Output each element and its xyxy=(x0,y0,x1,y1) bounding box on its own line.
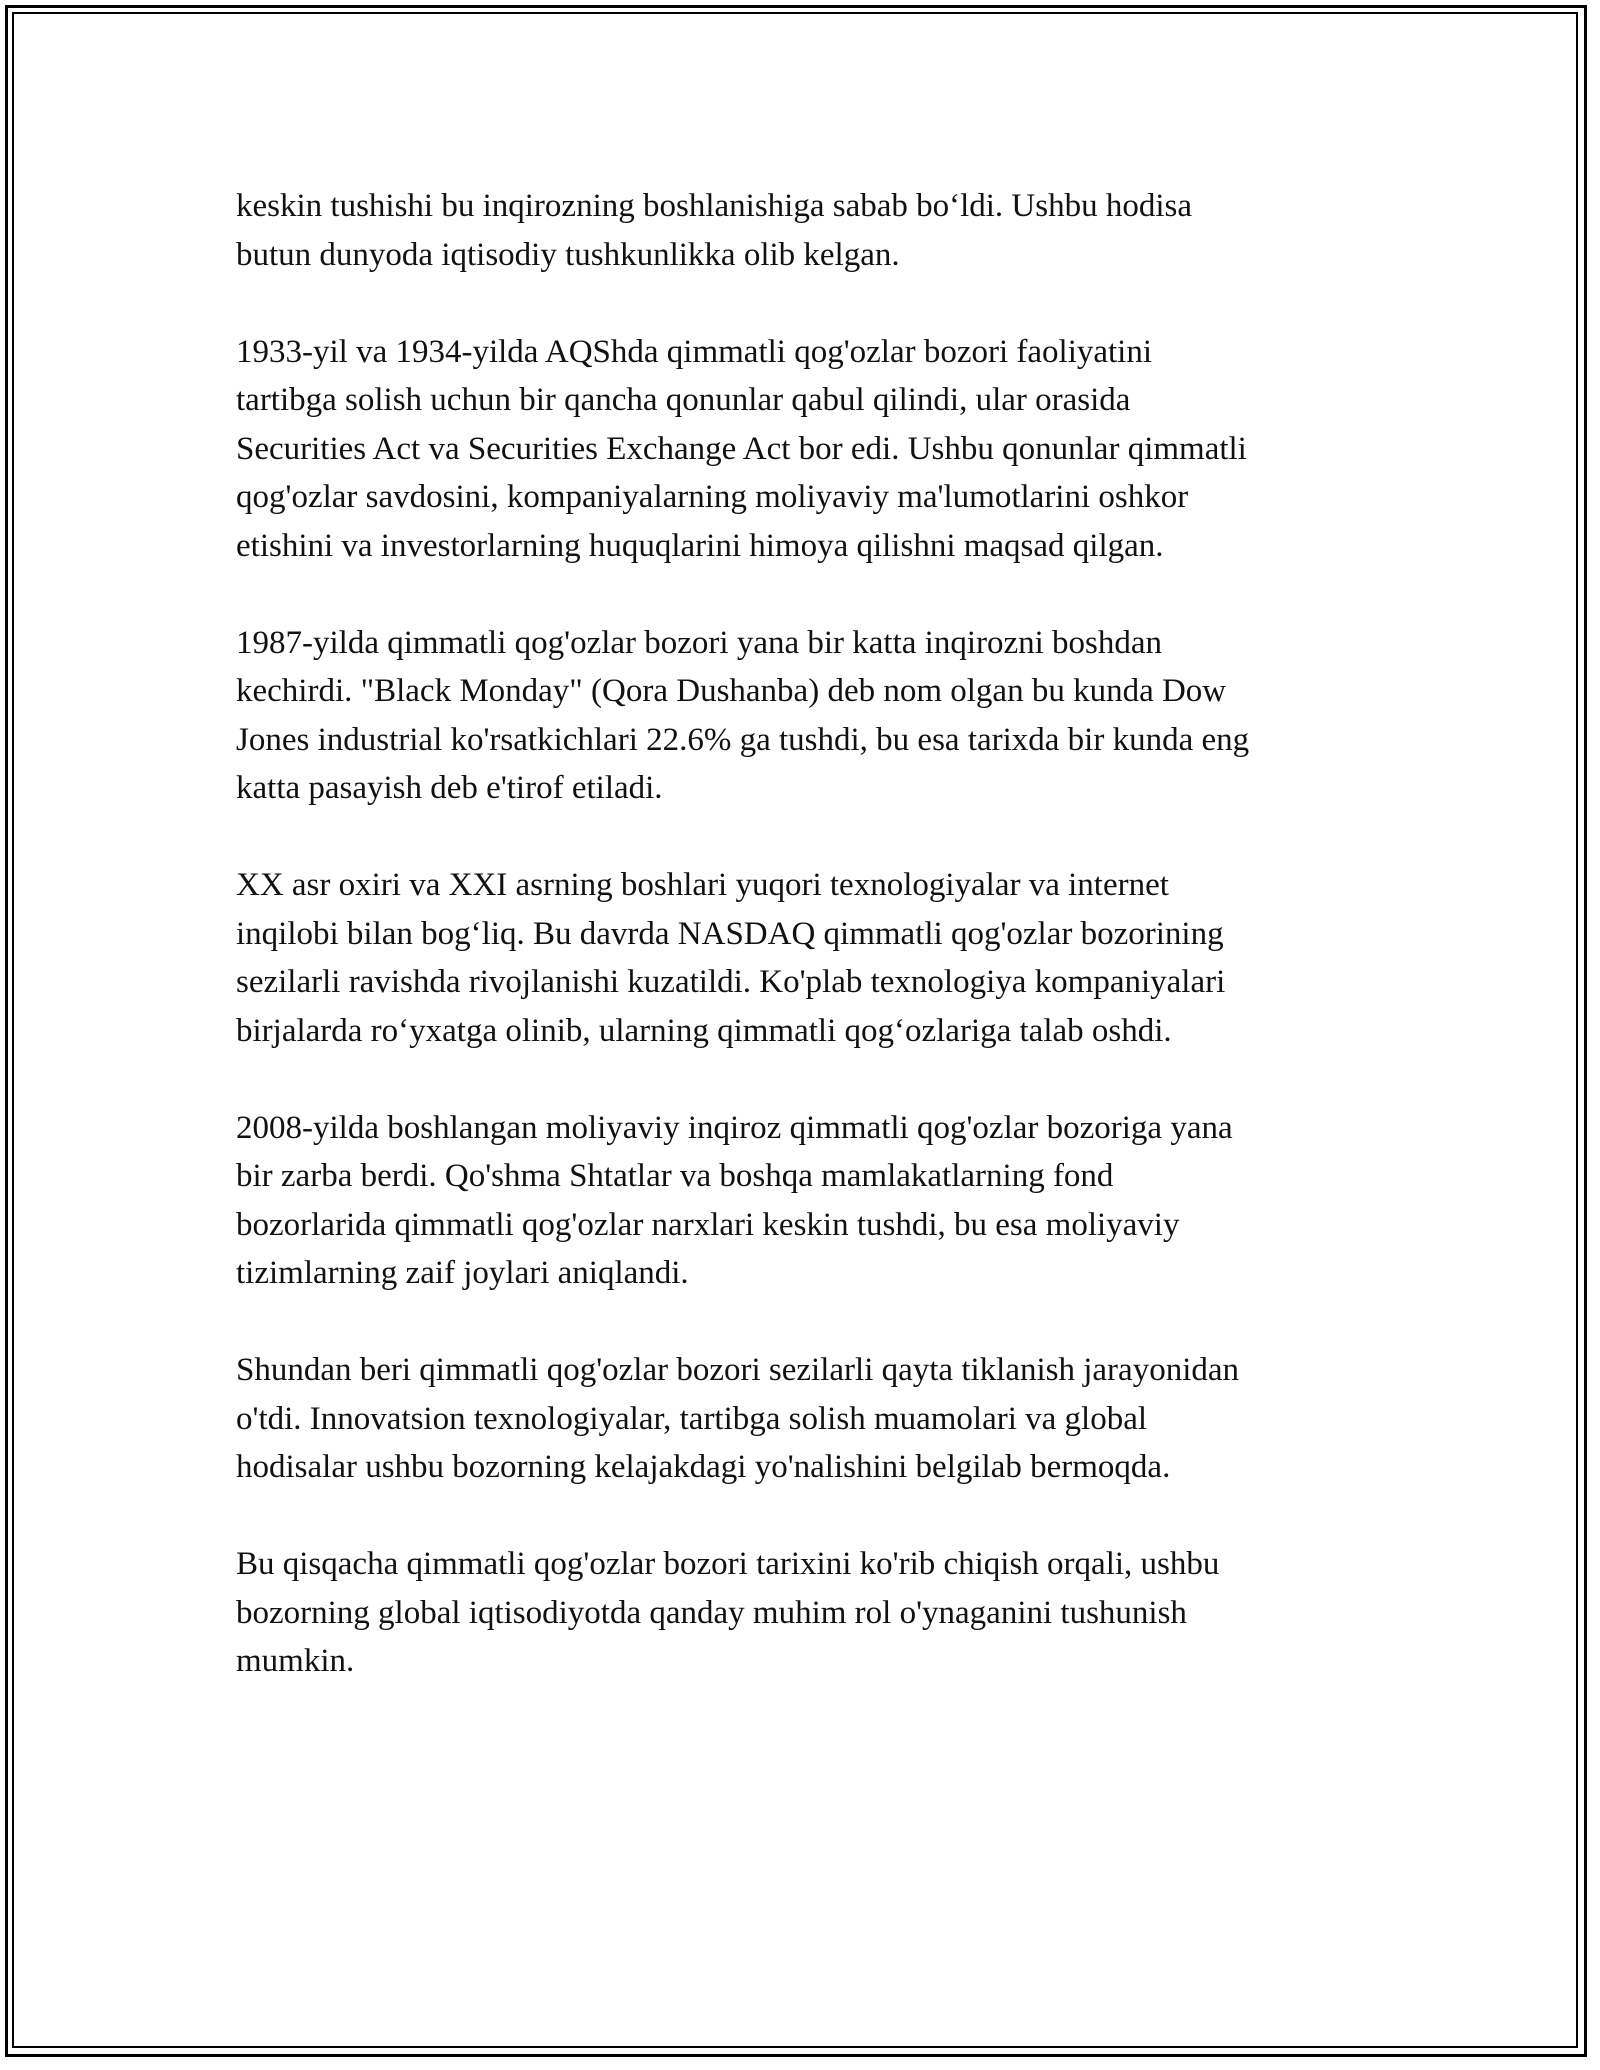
document-body xyxy=(236,182,1376,1686)
paragraph-1: keskin tushishi bu inqirozning boshlanishiga sabab bo‘ldi. Ushbu hodisa butun dunyoda iqtisodiy tushkunlikka olib kelgan. xyxy=(236,188,1193,273)
paragraph-4: XX asr oxiri va XXI asrning boshlari yuqori texnologiyalar va internet inqilobi bilan bog‘liq. Bu davrda NASDAQ qimmatli qog'ozlar bozorining sezilarli ravishda rivojlanishi kuzatildi. Ko'plab texnologiya kompaniyalari birjalarda ro‘yxatga olinib, ularning qimmatli qog‘ozlariga talab oshdi. xyxy=(236,867,1226,1049)
paragraph-6: Shundan beri qimmatli qog'ozlar bozori sezilarli qayta tiklanish jarayonidan o'tdi. Innovatsion texnologiyalar, tartibga solish muamolari va global hodisalar ushbu bozorning kelajakdagi yo'nalishini belgilab bermoqda. xyxy=(236,1352,1240,1485)
paragraph-5: 2008-yilda boshlangan moliyaviy inqiroz qimmatli qog'ozlar bozoriga yana bir zarba berdi. Qo'shma Shtatlar va boshqa mamlakatlarning fond bozorlarida qimmatli qog'ozlar narxlari keskin tushdi, bu esa moliyaviy tizimlarning zaif joylari aniqlandi. xyxy=(236,1109,1233,1291)
paragraph-2: 1933-yil va 1934-yilda AQShda qimmatli qog'ozlar bozori faoliyatini tartibga solish uchun bir qancha qonunlar qabul qilindi, ular orasida Securities Act va Securities Exchange Act bor edi. Ushbu qonunlar qimmatli qog'ozlar savdosini, kompaniyalarning moliyaviy ma'lumotlarini oshkor etishini va investorlarning huquqlarini himoya qilishni maqsad qilgan. xyxy=(236,333,1247,564)
paragraph-7: Bu qisqacha qimmatli qog'ozlar bozori tarixini ko'rib chiqish orqali, ushbu bozorning global iqtisodiyotda qanday muhim rol o'ynaganini tushunish mumkin. xyxy=(236,1546,1220,1679)
paragraph-3: 1987-yilda qimmatli qog'ozlar bozori yana bir katta inqirozni boshdan kechirdi. "Black Monday" (Qora Dushanba) deb nom olgan bu kunda Dow Jones industrial ko'rsatkichlari 22.6% ga tushdi, bu esa tarixda bir kunda eng katta pasayish deb e'tirof etiladi. xyxy=(236,624,1250,806)
